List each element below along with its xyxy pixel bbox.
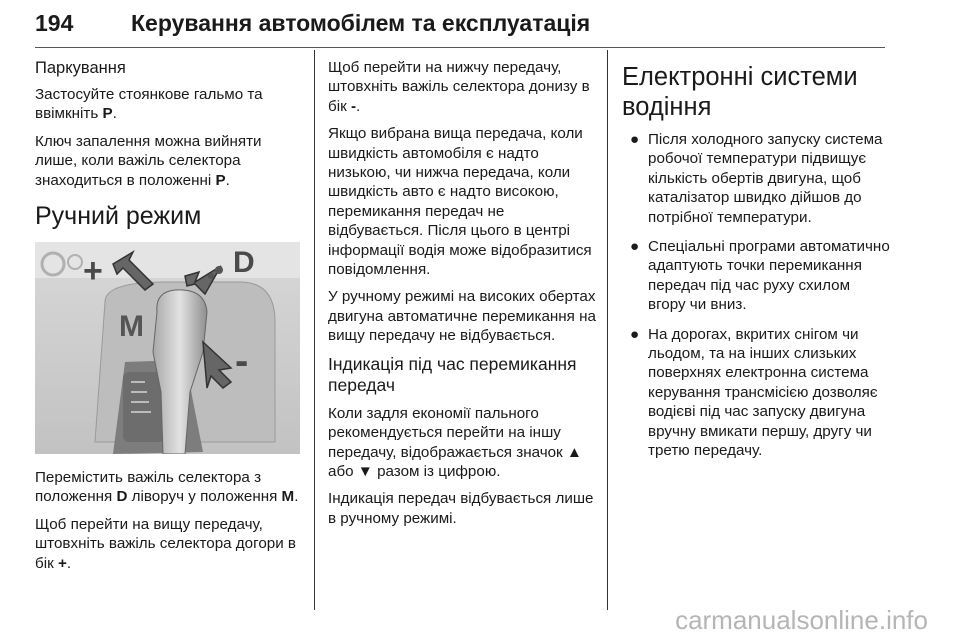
paragraph: Ключ запалення можна вийняти лише, коли важіль селектора знаходиться в положенні P. [35,132,262,189]
paragraph: Щоб перейти на вищу передачу, штовхніть важіль селектора догори в бік +. [35,515,296,572]
page-number: 194 [35,10,74,36]
paragraph: Перемістить важіль селектора з положення D ліворуч у положення M. [35,469,299,506]
page-header [35,6,885,46]
heading-gear-indication: Індикація під час перемикання передач [328,353,577,395]
bullet-list [622,130,890,461]
paragraph: Індикація передач відбувається лише в ручному режимі. [328,490,594,527]
page-title: Керування автомобілем та експлуатація [131,10,591,36]
list-item: ● На дорогах, вкритих снігом чи льодом, та на інших слизьких поверхнях електронна система керування трансмісією дозволяє водієві під час запуску двигуна вручну вмикати першу, другу чи третю передачу. [630,325,878,460]
paragraph: У ручному режимі на високих обертах двигуна автоматичне перемикання на вищу передачу не відбувається. [328,288,596,345]
bullet-icon: ● [630,131,640,148]
label-m: M [119,310,144,344]
list-item: ● Спеціальні програми автоматично адаптують точки перемикання передач під час руху схилом вгору чи вниз. [630,238,890,314]
gear-selector-figure [35,242,300,454]
label-minus: - [235,339,249,384]
header-rule [35,47,885,48]
paragraph: Щоб перейти на нижчу передачу, штовхніть важіль селектора донизу в бік -. [328,59,590,115]
heading-manual-mode: Ручний режим [35,202,202,231]
column-middle [328,58,596,536]
label-plus: + [83,252,103,291]
paragraph: Коли задля економії пального рекомендується перейти на іншу передачу, відображається значок ▲ або ▼ разом із цифрою. [328,404,582,480]
heading-electronic-systems: Електронні системи водіння [622,63,858,121]
column-divider [607,50,608,610]
column-left [35,58,300,581]
list-item: ● Після холодного запуску система робочої температури підвищує кількість обертів двигуна, щоб каталізатор швидко дійшов до потрібної температури. [630,131,883,226]
column-right [622,58,890,471]
column-divider [314,50,315,610]
bullet-icon: ● [630,325,640,343]
bullet-icon: ● [630,238,640,256]
label-d: D [233,246,255,280]
paragraph: Застосуйте стоянкове гальмо та ввімкніть P. [35,86,263,123]
watermark: carmanualsonline.info [675,605,928,635]
gear-selector-illustration [35,242,300,454]
heading-parking: Паркування [35,59,126,77]
paragraph: Якщо вибрана вища передача, коли швидкість автомобіля є надто низькою, чи нижча передача, коли швидкість авто є надто високою, перемикання передач не відбувається. Після цього в центрі інформації водія може відобразитися повідомлення. [328,125,592,279]
